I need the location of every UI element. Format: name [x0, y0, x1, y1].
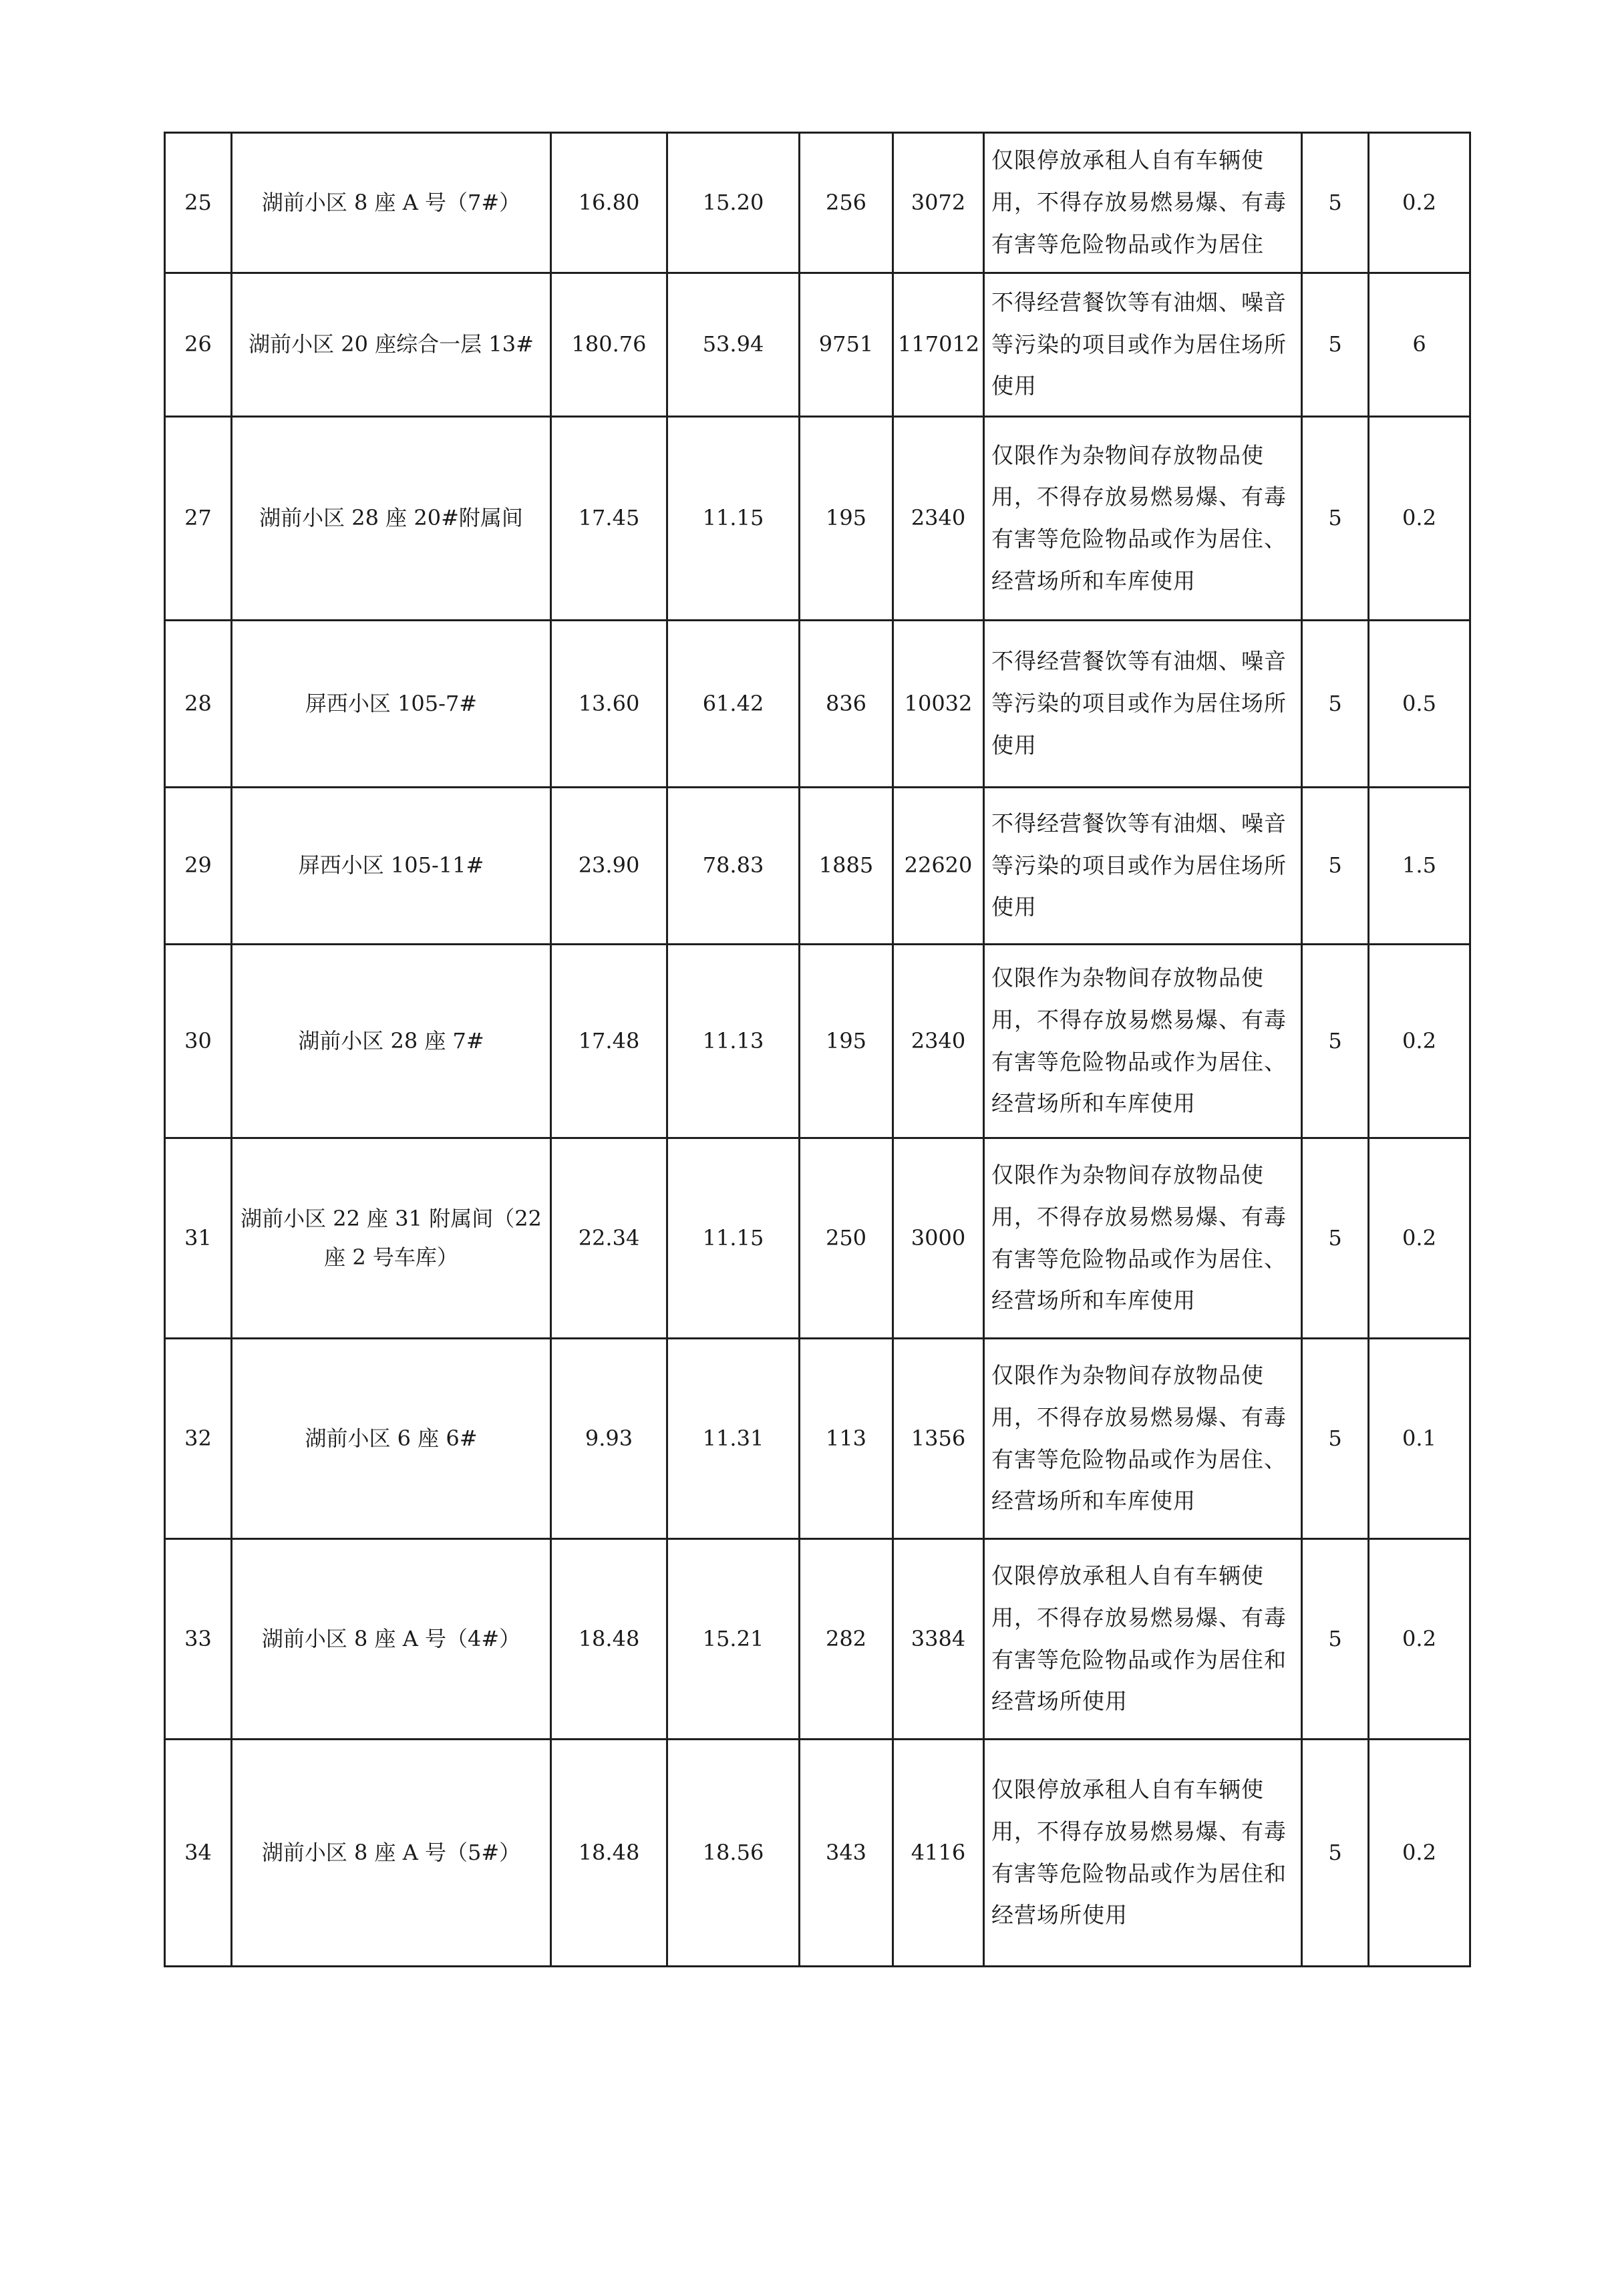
annual-rent-cell: 1356	[893, 1339, 984, 1539]
deposit-cell: 0.2	[1369, 417, 1470, 621]
area-cell: 16.80	[551, 133, 667, 273]
usage-restriction-cell: 仅限停放承租人自有车辆使用，不得存放易燃易爆、有毒有害等危险物品或作为居住	[984, 133, 1302, 273]
annual-rent-cell: 22620	[893, 788, 984, 945]
row-number-cell: 30	[165, 945, 232, 1138]
usage-restriction-cell: 仅限作为杂物间存放物品使用，不得存放易燃易爆、有毒有害等危险物品或作为居住、经营场所和车库使用	[984, 1339, 1302, 1539]
annual-rent-cell: 2340	[893, 417, 984, 621]
property-name-cell: 湖前小区 20 座综合一层 13#	[232, 273, 551, 417]
deposit-cell: 6	[1369, 273, 1470, 417]
unit-price-cell: 78.83	[667, 788, 800, 945]
deposit-cell: 0.2	[1369, 133, 1470, 273]
table-row	[165, 1339, 1470, 1539]
usage-restriction-cell: 仅限作为杂物间存放物品使用，不得存放易燃易爆、有毒有害等危险物品或作为居住、经营场所和车库使用	[984, 417, 1302, 621]
table-row	[165, 133, 1470, 273]
property-name-cell: 湖前小区 8 座 A 号（4#）	[232, 1539, 551, 1740]
area-cell: 22.34	[551, 1138, 667, 1339]
unit-price-cell: 61.42	[667, 621, 800, 788]
area-cell: 17.48	[551, 945, 667, 1138]
deposit-cell: 1.5	[1369, 788, 1470, 945]
annual-rent-cell: 10032	[893, 621, 984, 788]
annual-rent-cell: 3000	[893, 1138, 984, 1339]
monthly-rent-cell: 113	[800, 1339, 893, 1539]
table-row	[165, 1138, 1470, 1339]
annual-rent-cell: 2340	[893, 945, 984, 1138]
unit-price-cell: 15.21	[667, 1539, 800, 1740]
row-number-cell: 28	[165, 621, 232, 788]
area-cell: 180.76	[551, 273, 667, 417]
deposit-cell: 0.2	[1369, 1138, 1470, 1339]
property-name-cell: 屏西小区 105-7#	[232, 621, 551, 788]
property-rental-table	[164, 132, 1471, 1967]
row-number-cell: 29	[165, 788, 232, 945]
monthly-rent-cell: 195	[800, 417, 893, 621]
monthly-rent-cell: 250	[800, 1138, 893, 1339]
property-name-cell: 湖前小区 8 座 A 号（7#）	[232, 133, 551, 273]
lease-term-cell: 5	[1302, 1539, 1369, 1740]
table-row	[165, 788, 1470, 945]
monthly-rent-cell: 343	[800, 1740, 893, 1967]
deposit-cell: 0.2	[1369, 945, 1470, 1138]
lease-term-cell: 5	[1302, 1740, 1369, 1967]
row-number-cell: 26	[165, 273, 232, 417]
table-row	[165, 1740, 1470, 1967]
lease-term-cell: 5	[1302, 621, 1369, 788]
row-number-cell: 25	[165, 133, 232, 273]
annual-rent-cell: 117012	[893, 273, 984, 417]
lease-term-cell: 5	[1302, 133, 1369, 273]
unit-price-cell: 15.20	[667, 133, 800, 273]
table-row	[165, 273, 1470, 417]
deposit-cell: 0.1	[1369, 1339, 1470, 1539]
lease-term-cell: 5	[1302, 1339, 1369, 1539]
row-number-cell: 33	[165, 1539, 232, 1740]
unit-price-cell: 18.56	[667, 1740, 800, 1967]
lease-term-cell: 5	[1302, 788, 1369, 945]
deposit-cell: 0.2	[1369, 1539, 1470, 1740]
table-row	[165, 945, 1470, 1138]
row-number-cell: 31	[165, 1138, 232, 1339]
usage-restriction-cell: 不得经营餐饮等有油烟、噪音等污染的项目或作为居住场所使用	[984, 621, 1302, 788]
property-name-cell: 湖前小区 22 座 31 附属间（22 座 2 号车库）	[232, 1138, 551, 1339]
row-number-cell: 27	[165, 417, 232, 621]
area-cell: 13.60	[551, 621, 667, 788]
table-body	[165, 133, 1470, 1967]
area-cell: 23.90	[551, 788, 667, 945]
unit-price-cell: 11.31	[667, 1339, 800, 1539]
deposit-cell: 0.5	[1369, 621, 1470, 788]
unit-price-cell: 11.13	[667, 945, 800, 1138]
monthly-rent-cell: 195	[800, 945, 893, 1138]
lease-term-cell: 5	[1302, 273, 1369, 417]
monthly-rent-cell: 256	[800, 133, 893, 273]
annual-rent-cell: 3384	[893, 1539, 984, 1740]
monthly-rent-cell: 9751	[800, 273, 893, 417]
table-row	[165, 1539, 1470, 1740]
lease-term-cell: 5	[1302, 1138, 1369, 1339]
row-number-cell: 32	[165, 1339, 232, 1539]
usage-restriction-cell: 不得经营餐饮等有油烟、噪音等污染的项目或作为居住场所使用	[984, 273, 1302, 417]
property-name-cell: 湖前小区 28 座 7#	[232, 945, 551, 1138]
property-name-cell: 湖前小区 8 座 A 号（5#）	[232, 1740, 551, 1967]
lease-term-cell: 5	[1302, 945, 1369, 1138]
annual-rent-cell: 4116	[893, 1740, 984, 1967]
deposit-cell: 0.2	[1369, 1740, 1470, 1967]
property-name-cell: 屏西小区 105-11#	[232, 788, 551, 945]
row-number-cell: 34	[165, 1740, 232, 1967]
area-cell: 17.45	[551, 417, 667, 621]
unit-price-cell: 11.15	[667, 1138, 800, 1339]
property-name-cell: 湖前小区 6 座 6#	[232, 1339, 551, 1539]
usage-restriction-cell: 仅限停放承租人自有车辆使用，不得存放易燃易爆、有毒有害等危险物品或作为居住和经营场所使用	[984, 1539, 1302, 1740]
usage-restriction-cell: 不得经营餐饮等有油烟、噪音等污染的项目或作为居住场所使用	[984, 788, 1302, 945]
area-cell: 18.48	[551, 1539, 667, 1740]
area-cell: 18.48	[551, 1740, 667, 1967]
monthly-rent-cell: 836	[800, 621, 893, 788]
monthly-rent-cell: 1885	[800, 788, 893, 945]
table-row	[165, 621, 1470, 788]
usage-restriction-cell: 仅限停放承租人自有车辆使用，不得存放易燃易爆、有毒有害等危险物品或作为居住和经营场所使用	[984, 1740, 1302, 1967]
table-row	[165, 417, 1470, 621]
monthly-rent-cell: 282	[800, 1539, 893, 1740]
unit-price-cell: 53.94	[667, 273, 800, 417]
property-name-cell: 湖前小区 28 座 20#附属间	[232, 417, 551, 621]
usage-restriction-cell: 仅限作为杂物间存放物品使用，不得存放易燃易爆、有毒有害等危险物品或作为居住、经营场所和车库使用	[984, 1138, 1302, 1339]
lease-term-cell: 5	[1302, 417, 1369, 621]
unit-price-cell: 11.15	[667, 417, 800, 621]
annual-rent-cell: 3072	[893, 133, 984, 273]
area-cell: 9.93	[551, 1339, 667, 1539]
usage-restriction-cell: 仅限作为杂物间存放物品使用，不得存放易燃易爆、有毒有害等危险物品或作为居住、经营场所和车库使用	[984, 945, 1302, 1138]
